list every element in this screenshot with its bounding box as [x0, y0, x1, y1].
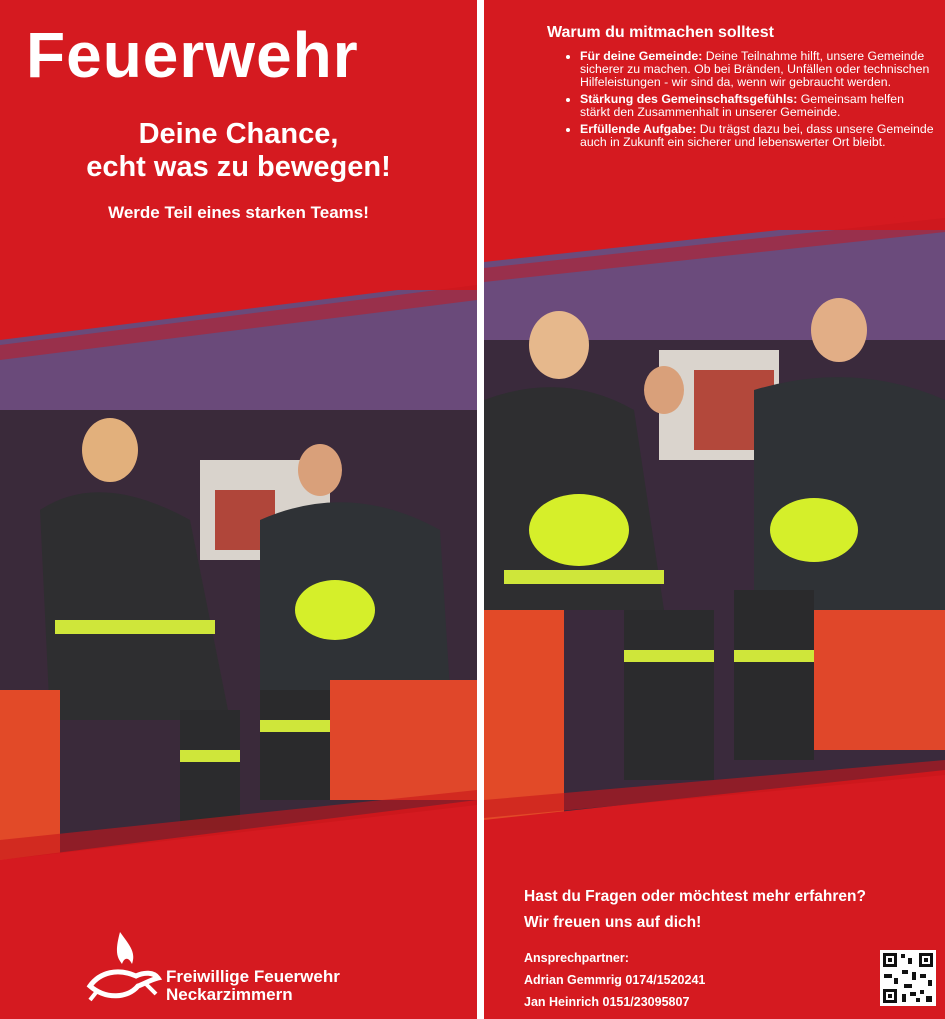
list-item — [580, 123, 935, 149]
reason-title: Für deine Gemeinde: — [580, 49, 703, 63]
list-item — [580, 93, 935, 119]
contact-1: Adrian Gemmrig 0174/1520241 — [524, 973, 706, 987]
org-line-2: Neckarzimmern — [166, 985, 293, 1004]
question-block — [524, 884, 866, 936]
organization-name — [166, 968, 340, 1004]
reasons-list — [546, 50, 935, 153]
reason-text: Deine Teilnahme hilft, unsere Gemeinde sicherer zu machen. Ob bei Bränden, Unfällen oder technischen Hilfeleistungen - wir sind da, wenn wir gebraucht werden. — [580, 49, 930, 89]
question-line-1: Hast du Fragen oder möchtest mehr erfahren? — [524, 888, 866, 905]
qr-code-icon[interactable] — [880, 950, 936, 1006]
headline-line-2: echt was zu bewegen! — [86, 151, 391, 183]
subtitle: Werde Teil eines starken Teams! — [108, 203, 369, 222]
page-title: Feuerwehr — [26, 19, 359, 91]
reason-text: Gemeinsam helfen stärkt den Zusammenhalt in unserer Gemeinde. — [580, 92, 904, 119]
contact-block — [524, 947, 705, 1013]
reasons-heading: Warum du mitmachen solltest — [547, 24, 774, 41]
reason-text: Du trägst dazu bei, dass unsere Gemeinde auch in Zukunft ein sicherer und lebenswerter Ort bleibt. — [580, 122, 934, 149]
fire-brigade-logo-icon — [84, 928, 162, 1008]
headline-line-1: Deine Chance, — [138, 118, 339, 150]
headline — [0, 118, 477, 184]
list-item — [580, 50, 935, 89]
contact-label: Ansprechpartner: — [524, 951, 629, 965]
question-line-2: Wir freuen uns auf dich! — [524, 914, 702, 931]
reason-title: Stärkung des Gemeinschaftsgefühls: — [580, 92, 798, 106]
right-panel — [484, 0, 945, 1019]
contact-2: Jan Heinrich 0151/23095807 — [524, 995, 690, 1009]
reason-title: Erfüllende Aufgabe: — [580, 122, 697, 136]
org-line-1: Freiwillige Feuerwehr — [166, 967, 340, 986]
